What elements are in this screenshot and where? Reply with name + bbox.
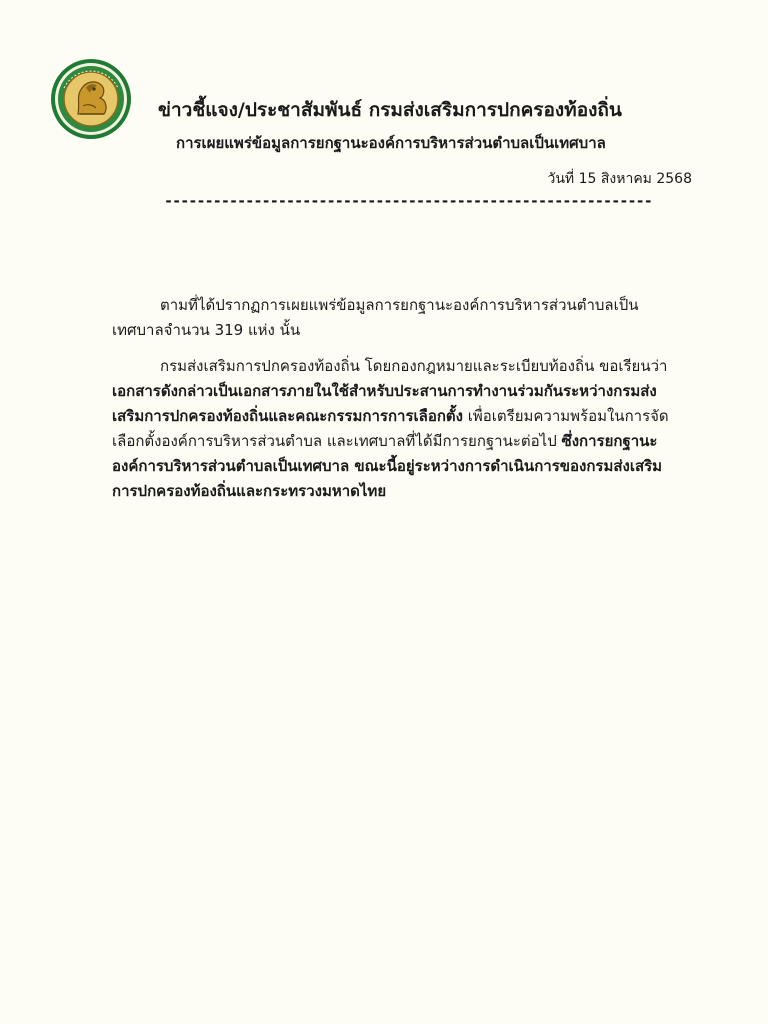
paragraph-1: ตามที่ได้ปรากฏการเผยแพร่ข้อมูลการยกฐานะองค์การบริหารส่วนตำบลเป็นเทศบาลจำนวน 319 แห่ง นั้น [112, 296, 639, 339]
announcement-body [112, 293, 684, 515]
announcement-date: วันที่ 15 สิงหาคม 2568 [547, 171, 692, 187]
dashed-divider: ------------------------------------------------------------ [164, 192, 652, 210]
page-subtitle: การเผยแพร่ข้อมูลการยกฐานะองค์การบริหารส่วนตำบลเป็นเทศบาล [176, 134, 606, 152]
paragraph-2-bold-conclusion: ซึ่งการยกฐานะองค์การบริหารส่วนตำบลเป็นเทศบาล ขณะนี้อยู่ระหว่างการดำเนินการของกรมส่งเสริมการปกครองท้องถิ่นและกระทรวงมหาดไทย [112, 432, 663, 500]
paragraph-2-bold-statement: เอกสารดังกล่าวเป็นเอกสารภายในใช้สำหรับประสานการทำงานร่วมกันระหว่างกรมส่งเสริมการปกครองท้องถิ่นและคณะกรรมการการเลือกตั้ง [112, 382, 657, 425]
dla-emblem-icon [50, 58, 132, 140]
page-title: ข่าวชี้แจง/ประชาสัมพันธ์ กรมส่งเสริมการปกครองท้องถิ่น [158, 99, 622, 121]
paragraph-2-middle: เพื่อเตรียมความพร้อมในการจัดเลือกตั้งองค์การบริหารส่วนตำบล และเทศบาลที่ได้มีการยกฐานะต่อไป [112, 407, 669, 450]
paragraph-2 [112, 354, 684, 504]
paragraph-2-intro: กรมส่งเสริมการปกครองท้องถิ่น โดยกองกฎหมายและระเบียบท้องถิ่น ขอเรียนว่า [160, 357, 668, 375]
